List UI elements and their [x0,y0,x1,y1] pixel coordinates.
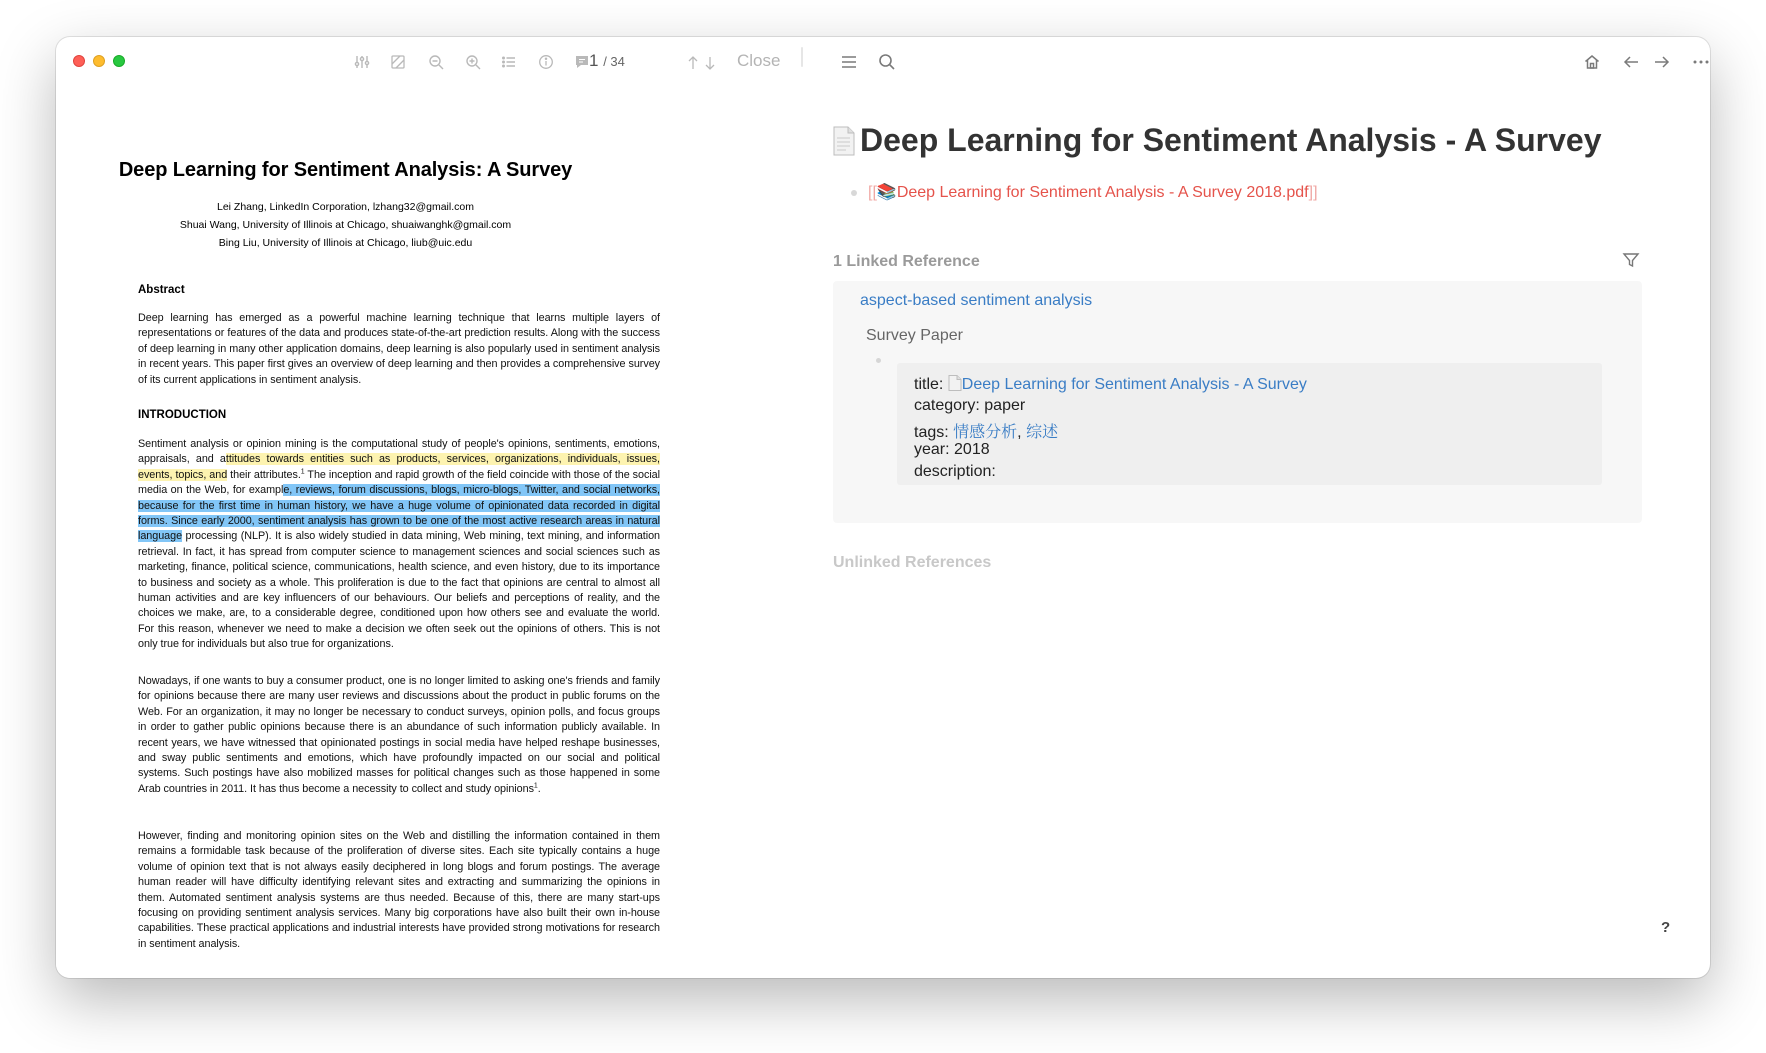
footnote-ref[interactable]: 1 [300,468,305,476]
prop-value: paper [984,397,1026,414]
unlinked-references-heading[interactable]: Unlinked References [833,554,992,571]
intro-text: processing (NLP). It is also widely studied in data mining, Web mining, text mining, and information retrieval. In fact, it has spread from computer science to management sciences and social sciences such as marketing, finance, political science, communications, health science, and even history, due to its importance to business and society as a whole. This proliferation is due to the fact that opinions are central to almost all human activities and are key influencers of our behaviours. Our beliefs and perceptions of reality, and the choices we make, are, to a considerable degree, conditioned upon how others see and evaluate the world. For this reason, whenever we need to make a decision we often seek out the opinions of others. This is not only true for individuals but also true for organizations. [138,530,660,651]
yellow-highlight[interactable]: ttitudes towards entities such as products, services, organizations, individuals, issues, events, topics, and [138,453,660,481]
document-icon [832,126,856,156]
properties-block[interactable] [897,363,1602,485]
toolbar [56,37,1710,89]
prop-value: 2018 [954,441,990,458]
linked-references-heading[interactable]: 1 Linked Reference [833,253,980,270]
app-window [56,37,1710,978]
home-icon[interactable] [1580,50,1604,74]
close-pdf-button[interactable]: Close [737,51,781,70]
pdf-file-link[interactable] [868,182,1318,202]
sliders-icon[interactable] [350,50,374,74]
pdf-viewer[interactable] [56,89,746,978]
reference-block[interactable]: Survey Paper [866,327,963,344]
page-title [832,122,1602,159]
page-total: / 34 [603,54,625,69]
link-bracket: [[ [868,184,877,201]
document-icon [948,375,962,391]
pdf-title: Deep Learning for Sentiment Analysis: A Survey [118,159,573,181]
back-arrow-icon[interactable] [1619,50,1643,74]
block-bullet[interactable] [876,358,881,363]
arrow-down-icon[interactable] [702,51,718,75]
filter-icon[interactable] [1622,251,1640,274]
pane-resize-handle[interactable] [801,47,803,67]
area-select-icon[interactable] [386,50,410,74]
pdf-link-text[interactable]: Deep Learning for Sentiment Analysis - A Survey 2018.pdf [896,184,1309,201]
tag-separator: , [1017,424,1022,441]
link-bracket: ]] [1308,184,1318,201]
intro-paragraph-2 [138,674,660,797]
intro-paragraph-1 [138,437,660,653]
books-icon: 📚 [876,184,897,201]
pdf-author-3: Bing Liu, University of Illinois at Chicago, liub@uic.edu [218,237,473,249]
help-button[interactable]: ? [1661,919,1671,936]
search-icon[interactable] [875,50,899,74]
prop-tags [914,419,1058,442]
tag-link[interactable]: 综述 [1026,424,1059,441]
tag-link[interactable]: 情感分析 [953,424,1018,441]
prop-key: title: [914,376,944,393]
prop-title [914,375,1307,394]
page-indicator[interactable] [589,51,625,71]
more-options-icon[interactable] [1689,50,1710,74]
block-bullet[interactable] [851,190,857,196]
prop-title-link[interactable]: Deep Learning for Sentiment Analysis - A Survey [961,376,1307,393]
menu-icon[interactable] [837,50,861,74]
forward-arrow-icon[interactable] [1650,50,1674,74]
abstract-paragraph: Deep learning has emerged as a powerful machine learning technique that learns multiple layers of representations or features of the data and produces state-of-the-art prediction results. Along with the success of deep learning in many other application domains, deep learning is also popularly used in sentiment analysis in recent years. This paper first gives an overview of deep learning and then provides a comprehensive survey of its current applications in sentiment analysis. [138,312,660,386]
blue-highlight[interactable]: e, reviews, forum discussions, blogs, micro-blogs, Twitter, and social networks, because for the first time in human history, we have a huge volume of opinionated data recorded in digital forms. Since early 2000, sentiment analysis has grown to be one of the most active research areas in natural language [138,484,660,543]
page-current[interactable]: 1 [589,51,599,70]
maximize-window-button[interactable] [113,55,125,67]
info-icon[interactable] [534,50,558,74]
pdf-author-2: Shuai Wang, University of Illinois at Chicago, shuaiwanghk@gmail.com [179,219,512,231]
linked-reference-card [833,281,1642,523]
intro-paragraph-3: However, finding and monitoring opinion sites on the Web and distilling the information contained in them remains a formidable task because of the proliferation of diverse sites. Each site typically contains a huge volume of opinion text that is not always easily deciphered in long blogs and forum postings. The average human reader will have difficulty identifying relevant sites and extracting and summarizing the opinions in them. Automated sentiment analysis systems are thus needed. Because of this, there are many start-ups focusing on providing sentiment analysis services. Many big corporations have also built their own in-house capabilities. These practical applications and industrial interests have provided strong motivations for research in sentiment analysis. [138,830,660,950]
intro-text: their attributes. [227,468,301,481]
abstract-heading: Abstract [138,284,185,296]
prop-key: category: [914,397,980,414]
page-title-text[interactable]: Deep Learning for Sentiment Analysis - A Survey [860,122,1602,158]
prop-key: description: [914,463,996,480]
intro-text: The inception and rapid growth of the field coincide with those of the social media on the Web, for exampl [138,468,660,497]
minimize-window-button[interactable] [93,55,105,67]
close-window-button[interactable] [73,55,85,67]
outline-list-icon[interactable] [497,50,521,74]
reference-page-link[interactable]: aspect-based sentiment analysis [860,292,1093,309]
zoom-in-icon[interactable] [461,50,485,74]
prop-category [914,397,1025,415]
pdf-author-1: Lei Zhang, LinkedIn Corporation, lzhang32@gmail.com [217,201,474,213]
introduction-heading: INTRODUCTION [138,409,227,421]
zoom-out-icon[interactable] [424,50,448,74]
intro-text: Nowadays, if one wants to buy a consumer product, one is no longer limited to asking one's friends and family for opinions because there are many user reviews and discussions about the product in public forums on the Web. For an organization, it may no longer be necessary to conduct surveys, opinion polls, and focus groups in order to gather public opinions because there is an abundance of such information publicly available. In recent years, we have witnessed that opinionated postings in social media have helped reshape businesses, and sway public sentiments and emotions, which have profoundly impacted on our social and political systems. Such postings have also mobilized masses for political changes such as those happened in some Arab countries in 2011. It has thus become a necessity to collect and study opinions [138,675,660,795]
intro-text: Sentiment analysis or opinion mining is the computational study of people's opinions, sentiments, emotions, appraisals, and a [138,438,660,466]
prop-key: year: [914,441,950,458]
arrow-up-icon[interactable] [685,51,701,75]
footnote-ref[interactable]: 1 [533,782,538,790]
intro-text: . [537,782,541,795]
prop-key: tags: [914,424,949,441]
prop-year [914,441,990,459]
prop-description [914,463,996,481]
